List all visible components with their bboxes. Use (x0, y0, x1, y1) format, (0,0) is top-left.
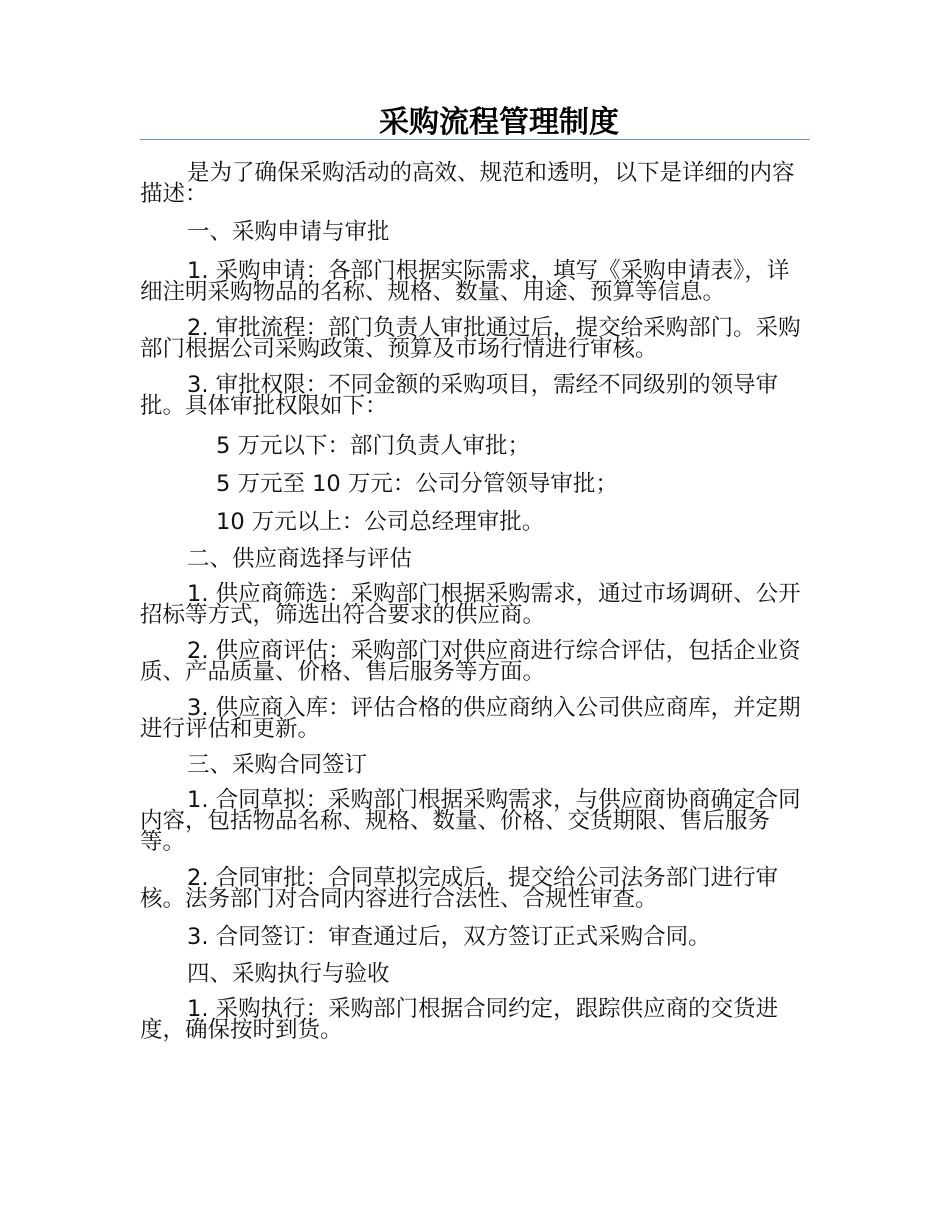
section-heading-1: 一、采购申请与审批 (187, 219, 390, 245)
title-underline (140, 139, 810, 140)
paragraph-4-1: 1. 采购执行：采购部门根据合同约定，跟踪供应商的交货进度，确保按时到货。 (140, 996, 779, 1043)
paragraph-3-3: 3. 合同签订：审查通过后，双方签订正式采购合同。 (187, 924, 711, 950)
paragraph-1-3: 3. 审批权限：不同金额的采购项目，需经不同级别的领导审批。具体审批权限如下： (140, 372, 779, 419)
document-title: 采购流程管理制度 (379, 105, 619, 140)
paragraph-1-1: 1. 采购申请：各部门根据实际需求，填写《采购申请表》，详细注明采购物品的名称、规格、数量、用途、预算等信息。 (140, 258, 790, 305)
section-heading-2: 二、供应商选择与评估 (187, 546, 413, 572)
paragraph-3-2: 2. 合同审批：合同草拟完成后，提交给公司法务部门进行审核。法务部门对合同内容进行合法性、合规性审查。 (140, 865, 779, 912)
paragraph-1-2: 2. 审批流程：部门负责人审批通过后，提交给采购部门。采购部门根据公司采购政策、预算及市场行情进行审核。 (140, 315, 801, 362)
approval-tier-3: 10 万元以上：公司总经理审批。 (216, 509, 545, 535)
approval-tier-1: 5 万元以下：部门负责人审批； (216, 433, 530, 459)
approval-tier-2: 5 万元至 10 万元：公司分管领导审批； (216, 471, 618, 497)
document-body (140, 156, 810, 1041)
paragraph-2-1: 1. 供应商筛选：采购部门根据采购需求，通过市场调研、公开招标等方式，筛选出符合要求的供应商。 (140, 581, 801, 628)
intro-paragraph: 是为了确保采购活动的高效、规范和透明，以下是详细的内容描述： (140, 160, 795, 207)
paragraph-2-2: 2. 供应商评估：采购部门对供应商进行综合评估，包括企业资质、产品质量、价格、售后服务等方面。 (140, 638, 801, 685)
section-heading-3: 三、采购合同签订 (187, 752, 368, 778)
paragraph-2-3: 3. 供应商入库：评估合格的供应商纳入公司供应商库，并定期进行评估和更新。 (140, 695, 801, 742)
section-heading-4: 四、采购执行与验收 (187, 961, 390, 987)
paragraph-3-1: 1. 合同草拟：采购部门根据采购需求，与供应商协商确定合同内容，包括物品名称、规格、数量、价格、交货期限、售后服务等。 (140, 787, 801, 855)
